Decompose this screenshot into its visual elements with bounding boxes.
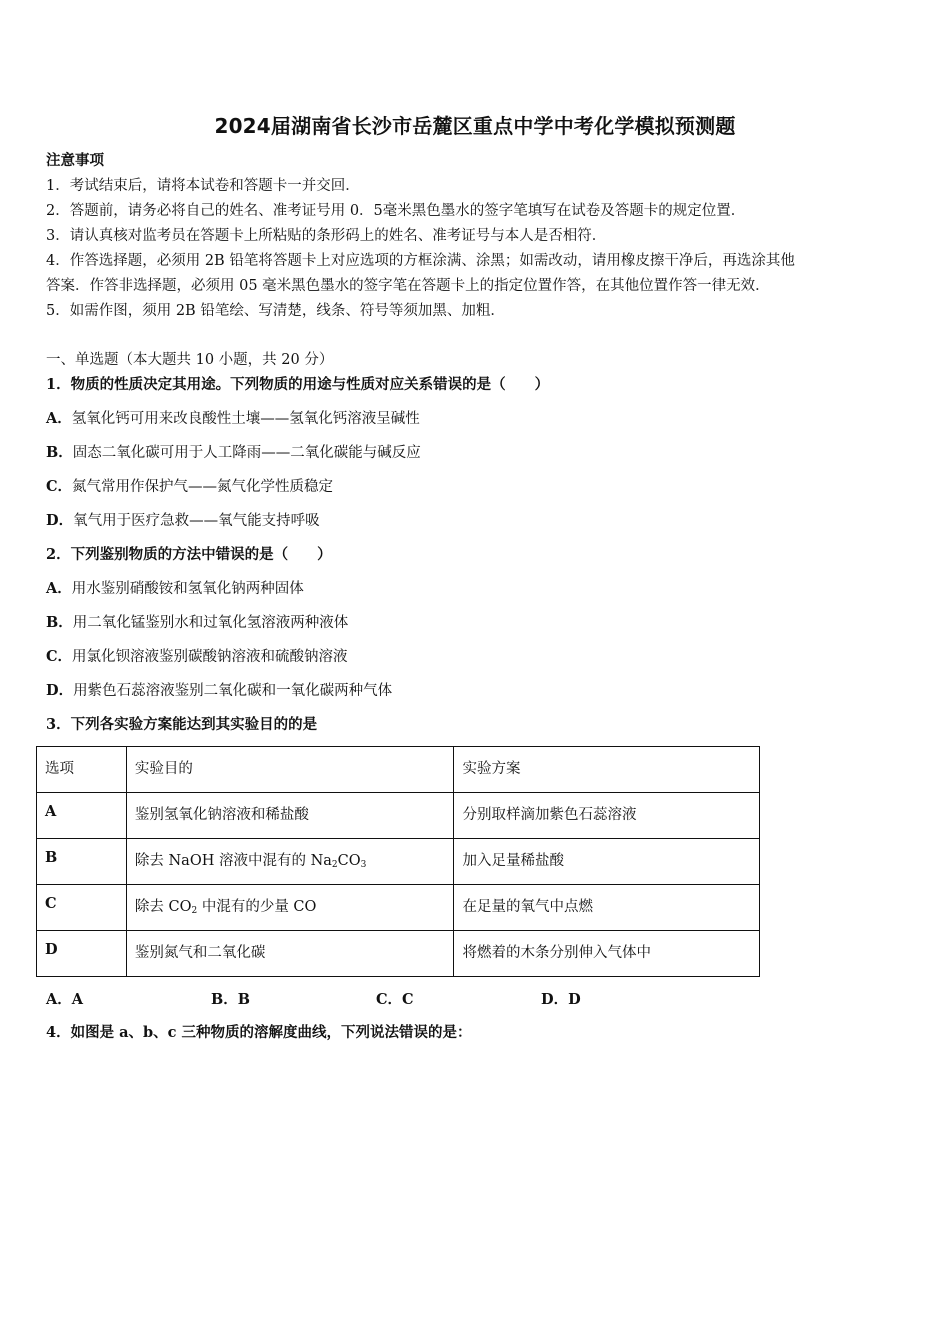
row-option: A [37, 793, 127, 839]
option-text: 用紫色石蕊溶液鉴别二氧化碳和一氧化碳两种气体 [73, 683, 393, 699]
option-label: B． [46, 444, 73, 461]
row-plan: 分别取样滴加紫色石蕊溶液 [454, 793, 760, 839]
row-option: B [37, 839, 127, 885]
row-purpose [126, 839, 454, 885]
option-text: 固态二氧化碳可用于人工降雨——二氧化碳能与碱反应 [72, 445, 421, 461]
subscript: 3 [360, 860, 367, 870]
table-header-row [37, 747, 760, 793]
notice-item-3: 3．请认真核对监考员在答题卡上所粘贴的条形码上的姓名、准考证号与本人是否相符． [46, 228, 607, 244]
q2-option-a [46, 579, 304, 599]
option-label: C． [46, 478, 73, 495]
q2-option-b [46, 613, 348, 633]
notice-item-4: 4．作答选择题，必须用 2B 铅笔将答题卡上对应选项的方框涂满、涂黑；如需改动，请用橡皮擦干净后，再选涂其他 [46, 253, 795, 269]
option-label: A． [46, 410, 72, 427]
notice-item-2: 2．答题前，请务必将自己的姓名、准考证号用 0．5毫米黑色墨水的签字笔填写在试卷及答题卡的规定位置． [46, 203, 746, 219]
q1-stem: 1．物质的性质决定其用途。下列物质的用途与性质对应关系错误的是（ ） [46, 376, 550, 393]
row-purpose [126, 793, 454, 839]
table-row [37, 931, 760, 977]
option-label: A． [46, 580, 72, 597]
option-text: 氧气用于医疗急救——氧气能支持呼吸 [73, 513, 320, 529]
subscript: 2 [191, 906, 198, 916]
row-purpose [126, 885, 454, 931]
q3-answer-c: C．C [376, 991, 414, 1008]
header-option: 选项 [37, 747, 127, 793]
option-text: 用氯化钡溶液鉴别碳酸钠溶液和硫酸钠溶液 [72, 649, 348, 665]
q2-option-c [46, 647, 348, 667]
table-row [37, 839, 760, 885]
subscript: 2 [331, 860, 338, 870]
row-purpose [126, 931, 454, 977]
q1-option-d [46, 511, 320, 531]
q3-answer-a: A．A [46, 991, 84, 1008]
table-row [37, 793, 760, 839]
purpose-text-cont: 中混有的少量 CO [197, 899, 317, 915]
option-text: 氢氧化钙可用来改良酸性土壤——氢氧化钙溶液呈碱性 [71, 411, 420, 427]
section-heading: 一、单选题（本大题共 10 小题，共 20 分） [46, 352, 334, 368]
q3-answer-d: D．D [541, 991, 581, 1008]
option-text: 用水鉴别硝酸铵和氢氧化钠两种固体 [71, 581, 304, 597]
row-plan: 将燃着的木条分别伸入气体中 [454, 931, 760, 977]
q3-table [36, 746, 760, 977]
purpose-text: 鉴别氮气和二氧化碳 [134, 945, 266, 961]
row-option: D [37, 931, 127, 977]
q1-option-b [46, 443, 421, 463]
q4-stem: 4．如图是 a、b、c 三种物质的溶解度曲线，下列说法错误的是： [46, 1024, 472, 1041]
notice-item-5: 5．如需作图，须用 2B 铅笔绘、写清楚，线条、符号等须加黑、加粗． [46, 303, 505, 319]
option-label: B． [46, 614, 73, 631]
notice-item-4-cont: 答案．作答非选择题，必须用 05 毫米黑色墨水的签字笔在答题卡上的指定位置作答，在其他位置作答一律无效． [46, 278, 770, 294]
purpose-text-cont: CO [337, 853, 361, 869]
exam-title: 2024届湖南省长沙市岳麓区重点中学中考化学模拟预测题 [214, 114, 736, 138]
q1-option-a [46, 409, 420, 429]
table-row [37, 885, 760, 931]
row-option: C [37, 885, 127, 931]
q1-option-c [46, 477, 333, 497]
purpose-text: 鉴别氢氧化钠溶液和稀盐酸 [134, 807, 309, 823]
option-label: C． [46, 648, 73, 665]
q3-answer-b: B．B [211, 991, 251, 1008]
option-text: 氮气常用作保护气——氮气化学性质稳定 [72, 479, 334, 495]
option-text: 用二氧化锰鉴别水和过氧化氢溶液两种液体 [72, 615, 349, 631]
q3-stem: 3．下列各实验方案能达到其实验目的的是 [46, 716, 318, 733]
q3-answer-options [46, 988, 766, 1008]
header-purpose: 实验目的 [126, 747, 454, 793]
purpose-text: 除去 CO [134, 899, 192, 915]
notice-item-1: 1．考试结束后，请将本试卷和答题卡一并交回． [46, 178, 360, 194]
purpose-text: 除去 NaOH 溶液中混有的 Na [134, 853, 332, 869]
header-plan: 实验方案 [454, 747, 760, 793]
row-plan: 加入足量稀盐酸 [454, 839, 760, 885]
row-plan: 在足量的氧气中点燃 [454, 885, 760, 931]
q2-stem: 2．下列鉴别物质的方法中错误的是（ ） [46, 546, 332, 563]
q2-option-d [46, 681, 392, 701]
option-label: D． [46, 682, 74, 699]
option-label: D． [46, 512, 74, 529]
notice-heading: 注意事项 [46, 152, 104, 169]
